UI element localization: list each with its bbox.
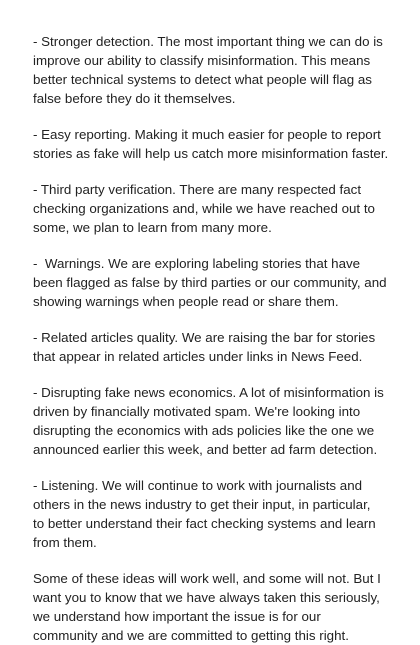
- paragraph-warnings: - Warnings. We are exploring labeling stories that have been flagged as false by third parties or our community, and showing warnings when people read or share them.: [33, 256, 387, 309]
- paragraph-closing: Some of these ideas will work well, and some will not. But I want you to know that we have always taken this seriously, we understand how important the issue is for our community and we are committed to getting this right.: [33, 571, 381, 643]
- paragraph-stronger-detection: - Stronger detection. The most important thing we can do is improve our ability to classify misinformation. This means better technical systems to detect what people will flag as false before they do it themselves.: [33, 34, 383, 106]
- paragraph-related-articles-quality: - Related articles quality. We are raising the bar for stories that appear in related articles under links in News Feed.: [33, 330, 376, 364]
- paragraph-disrupting-fake-news-economics: - Disrupting fake news economics. A lot of misinformation is driven by financially motivated spam. We're looking into disrupting the economics with ads policies like the one we announced earlier this week, and better ad farm detection.: [33, 385, 384, 457]
- paragraph-easy-reporting: - Easy reporting. Making it much easier for people to report stories as fake will help us catch more misinformation faster.: [33, 127, 389, 161]
- paragraph-third-party-verification: - Third party verification. There are many respected fact checking organizations and, while we have reached out to some, we plan to learn from many more.: [33, 182, 375, 235]
- paragraph-listening: - Listening. We will continue to work with journalists and others in the news industry to get their input, in particular, to better understand their fact checking systems and learn from them.: [33, 478, 376, 550]
